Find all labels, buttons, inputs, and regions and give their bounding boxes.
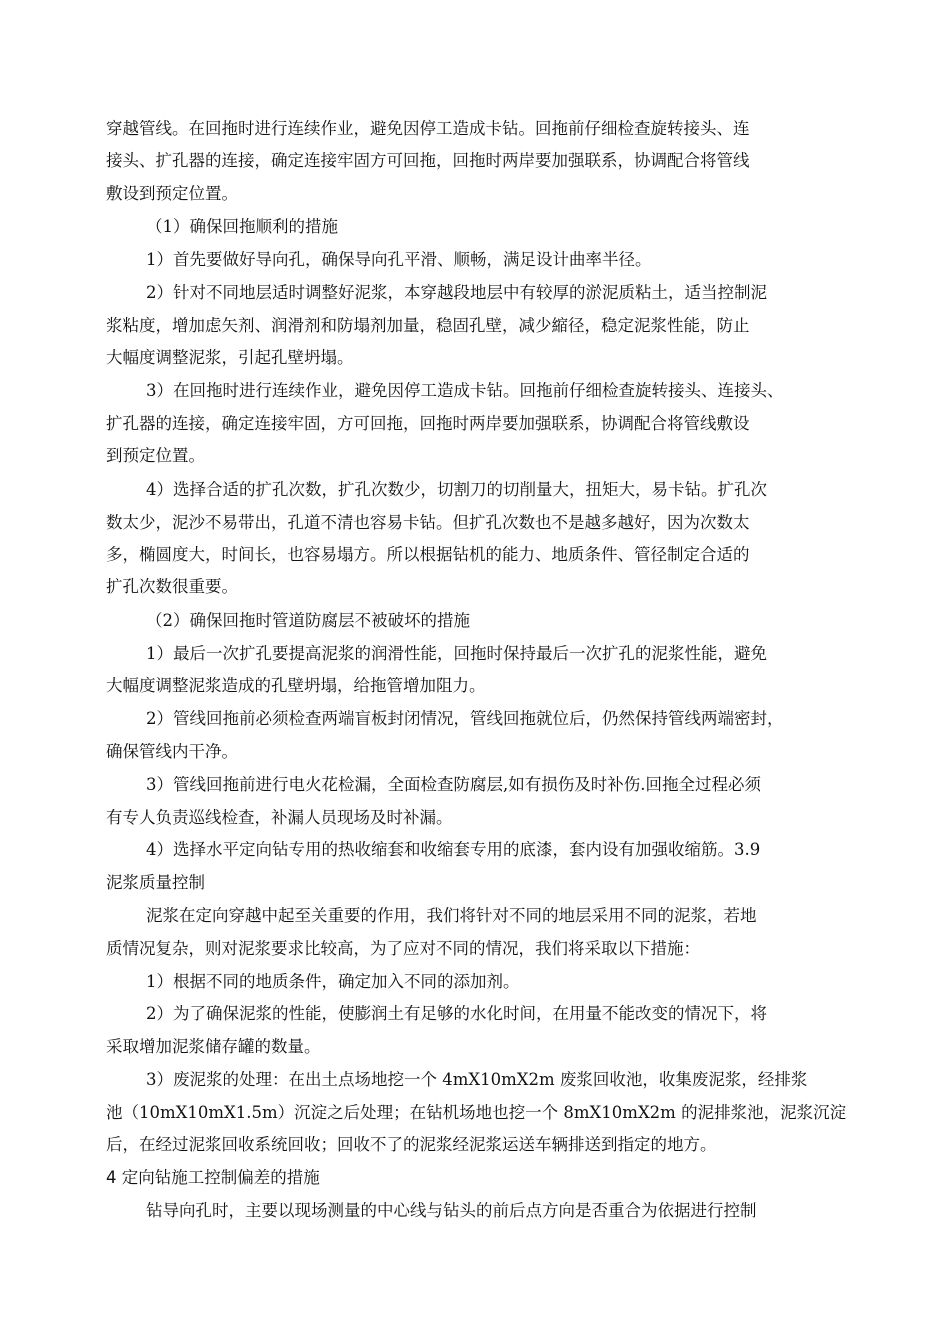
text-line: 3）废泥浆的处理：在出土点场地挖一个 4mX10mX2m 废浆回收池，收集废泥浆，经排浆 [146,1070,808,1089]
text-line: 1）最后一次扩孔要提高泥浆的润滑性能，回拖时保持最后一次扩孔的泥浆性能，避免 [146,644,767,663]
text-line: 确保管线内干净。 [106,742,238,761]
text-line: 2）为了确保泥浆的性能，使膨润土有足够的水化时间，在用量不能改变的情况下，将 [146,1004,767,1023]
text-line: 大幅度调整泥浆，引起孔壁坍塌。 [106,348,354,367]
text-line: 2）管线回拖前必须检查两端盲板封闭情况，管线回拖就位后，仍然保持管线两端密封， [146,709,784,728]
text-line: 质情况复杂，则对泥浆要求比较高，为了应对不同的情况，我们将采取以下措施： [106,939,700,958]
text-line: 钻导向孔时，主要以现场测量的中心线与钻头的前后点方向是否重合为依据进行控制 [146,1201,757,1220]
text-line: 到预定位置。 [106,446,205,465]
section-heading: 泥浆质量控制 [106,873,205,892]
text-line: 泥浆在定向穿越中起至关重要的作用，我们将针对不同的地层采用不同的泥浆，若地 [146,906,757,925]
text-line: 2）针对不同地层适时调整好泥浆，本穿越段地层中有较厚的淤泥质粘土，适当控制泥 [146,283,767,302]
section-heading: （1）确保回拖顺利的措施 [146,217,338,236]
text-line: 3）在回拖时进行连续作业，避免因停工造成卡钻。回拖前仔细检查旋转接头、连接头、 [146,381,784,400]
text-line: 大幅度调整泥浆造成的孔壁坍塌，给拖管增加阻力。 [106,676,486,695]
text-line: 4）选择水平定向钻专用的热收缩套和收缩套专用的底漆，套内设有加强收缩筋。3.9 [146,840,761,859]
section-heading: （2）确保回拖时管道防腐层不被破坏的措施 [146,611,470,630]
text-line: 敷设到预定位置。 [106,184,238,203]
text-line: 1）首先要做好导向孔，确保导向孔平滑、顺畅，满足设计曲率半径。 [146,250,652,269]
text-line: 扩孔次数很重要。 [106,577,238,596]
text-line: 多，椭圆度大，时间长，也容易塌方。所以根据钻机的能力、地质条件、管径制定合适的 [106,545,750,564]
text-line: 数太少，泥沙不易带出，孔道不清也容易卡钻。但扩孔次数也不是越多越好，因为次数太 [106,513,750,532]
text-line: 后，在经过泥浆回收系统回收；回收不了的泥浆经泥浆运送车辆排送到指定的地方。 [106,1135,717,1154]
text-line: 4）选择合适的扩孔次数，扩孔次数少，切割刀的切削量大，扭矩大，易卡钻。扩孔次 [146,480,767,499]
text-line: 3）管线回拖前进行电火花检漏，全面检查防腐层,如有损伤及时补伤.回拖全过程必须 [146,775,761,794]
text-line: 浆粘度，增加虑矢剂、润滑剂和防塌剂加量，稳固孔壁，减少縮径，稳定泥浆性能，防止 [106,316,750,335]
text-line: 穿越管线。在回拖时进行连续作业，避免因停工造成卡钻。回拖前仔细检查旋转接头、连 [106,119,750,138]
text-line: 接头、扩孔器的连接，确定连接牢固方可回拖，回拖时两岸要加强联系，协调配合将管线 [106,151,750,170]
section-heading: 4 定向钻施工控制偏差的措施 [106,1168,320,1187]
text-line: 采取增加泥浆储存罐的数量。 [106,1037,321,1056]
text-line: 池（10mX10mX1.5m）沉淀之后处理；在钻机场地也挖一个 8mX10mX2m 的泥排浆池，泥浆沉淀 [106,1103,847,1122]
text-line: 扩孔器的连接，确定连接牢固，方可回拖，回拖时两岸要加强联系，协调配合将管线敷设 [106,414,750,433]
text-line: 1）根据不同的地质条件，确定加入不同的添加剂。 [146,972,520,991]
text-line: 有专人负责巡线检查，补漏人员现场及时补漏。 [106,808,453,827]
